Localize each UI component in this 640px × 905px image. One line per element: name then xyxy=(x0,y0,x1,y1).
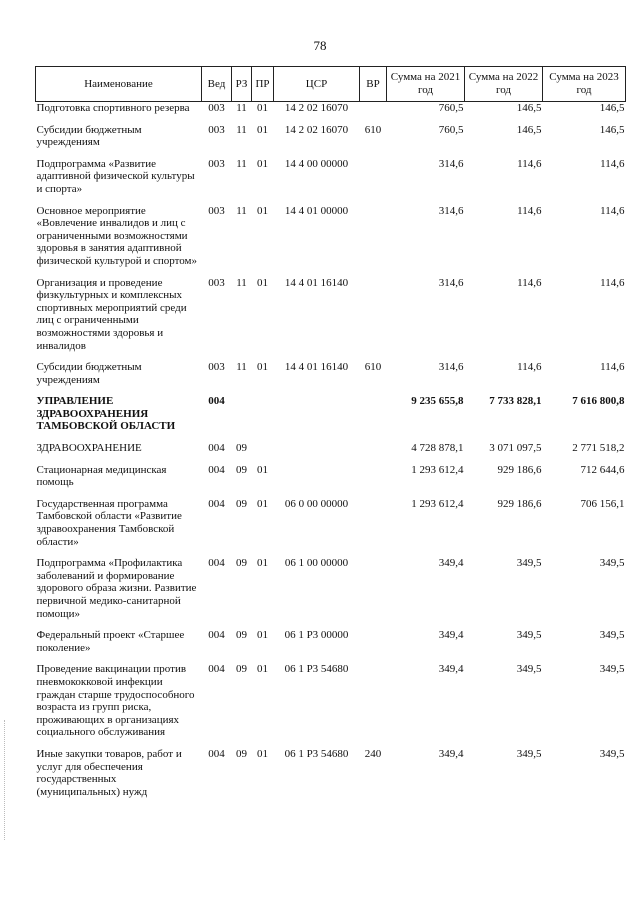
cell-rz: 11 xyxy=(236,123,247,136)
cell-amount-2022: 7 733 828,1 xyxy=(489,395,542,408)
table-row xyxy=(36,277,626,362)
table-row xyxy=(36,158,626,205)
cell-ved: 004 xyxy=(208,463,225,476)
cell-name: Стационарная медицинская помощь xyxy=(36,463,167,489)
cell-csr: 14 4 00 00000 xyxy=(284,157,349,170)
cell-name: Проведение вакцинации против пневмококковой инфекции граждан старше трудоспособного возраста из групп риска, проживающих в организациях социального обслуживания xyxy=(36,663,195,739)
cell-csr: 06 1 P3 54680 xyxy=(284,747,349,760)
cell-rz: 11 xyxy=(236,276,247,289)
cell-pr: 01 xyxy=(257,157,268,170)
cell-pr: 01 xyxy=(257,463,268,476)
cell-pr xyxy=(252,442,274,464)
cell-amount-2021: 314,6 xyxy=(438,204,464,217)
cell-rz: 11 xyxy=(236,204,247,217)
cell-amount-2021: 314,6 xyxy=(438,276,464,289)
cell-amount-2022: 114,6 xyxy=(517,361,542,374)
cell-amount-2021: 314,6 xyxy=(438,157,464,170)
cell-amount-2023: 114,6 xyxy=(600,276,625,289)
cell-vr xyxy=(360,395,387,442)
table-row xyxy=(36,361,626,395)
cell-csr: 06 1 00 00000 xyxy=(284,557,349,570)
cell-ved: 003 xyxy=(208,361,225,374)
cell-ved: 004 xyxy=(208,663,225,676)
cell-pr: 01 xyxy=(257,361,268,374)
cell-name: Основное мероприятие «Вовлечение инвалидов и лиц с ограниченными возможностями здоровья в занятия адаптивной физической культурой и спортом» xyxy=(36,204,198,267)
cell-pr: 01 xyxy=(257,747,268,760)
cell-ved: 003 xyxy=(208,157,225,170)
col-header-csr: ЦСР xyxy=(274,67,360,102)
cell-ved: 003 xyxy=(208,123,225,136)
cell-name: Субсидии бюджетным учреждениям xyxy=(36,361,142,386)
table-row xyxy=(36,498,626,557)
cell-amount-2021: 1 293 612,4 xyxy=(411,497,464,510)
cell-vr xyxy=(360,158,387,205)
cell-vr xyxy=(360,442,387,464)
cell-name: Федеральный проект «Старшее поколение» xyxy=(36,629,185,654)
cell-pr: 01 xyxy=(257,102,268,114)
col-header-vr: ВР xyxy=(360,67,387,102)
cell-name: Подготовка спортивного резерва xyxy=(36,102,190,114)
cell-rz: 11 xyxy=(236,157,247,170)
cell-rz: 11 xyxy=(236,102,247,114)
cell-amount-2022: 349,5 xyxy=(516,629,542,642)
cell-amount-2022: 114,6 xyxy=(517,276,542,289)
cell-name: Государственная программа Тамбовской области «Развитие здравоохранения Тамбовской области» xyxy=(36,497,182,548)
cell-rz: 09 xyxy=(236,463,247,476)
cell-amount-2023: 146,5 xyxy=(599,123,625,136)
cell-rz: 11 xyxy=(236,361,247,374)
table-row xyxy=(36,663,626,748)
cell-rz: 09 xyxy=(236,629,247,642)
cell-ved: 004 xyxy=(208,557,225,570)
cell-vr xyxy=(360,629,387,663)
cell-amount-2023: 349,5 xyxy=(599,557,625,570)
col-header-2022: Сумма на 2022 год xyxy=(465,67,543,102)
cell-pr: 01 xyxy=(257,663,268,676)
col-header-name: Наименование xyxy=(36,67,202,102)
cell-ved: 004 xyxy=(208,395,225,408)
table-row xyxy=(36,557,626,629)
cell-amount-2023: 114,6 xyxy=(600,204,625,217)
cell-csr: 06 1 P3 00000 xyxy=(284,629,349,642)
cell-ved: 003 xyxy=(208,276,225,289)
cell-name: ЗДРАВООХРАНЕНИЕ xyxy=(36,442,142,455)
cell-csr: 14 4 01 16140 xyxy=(284,361,349,374)
cell-name: Подпрограмма «Профилактика заболеваний и формирование здорового образа жизни. Развитие первичной медико-санитарной помощи» xyxy=(36,557,197,620)
cell-pr: 01 xyxy=(257,276,268,289)
cell-pr: 01 xyxy=(257,629,268,642)
cell-amount-2022: 146,5 xyxy=(516,102,542,114)
cell-ved: 004 xyxy=(208,442,225,455)
cell-csr: 06 1 P3 54680 xyxy=(284,663,349,676)
cell-amount-2023: 114,6 xyxy=(600,157,625,170)
cell-amount-2023: 712 644,6 xyxy=(580,463,625,476)
cell-vr xyxy=(360,498,387,557)
table-row xyxy=(36,205,626,277)
cell-name: Субсидии бюджетным учреждениям xyxy=(36,123,142,149)
table-row xyxy=(36,395,626,442)
cell-vr: 610 xyxy=(364,361,382,374)
cell-amount-2021: 349,4 xyxy=(438,747,464,760)
cell-amount-2022: 3 071 097,5 xyxy=(489,442,542,455)
cell-amount-2023: 2 771 518,2 xyxy=(572,442,625,455)
cell-pr: 01 xyxy=(257,557,268,570)
cell-csr xyxy=(274,464,360,498)
cell-rz: 09 xyxy=(236,557,247,570)
table-row xyxy=(36,442,626,464)
cell-amount-2023: 349,5 xyxy=(599,629,625,642)
cell-csr: 06 0 00 00000 xyxy=(284,497,349,510)
cell-amount-2023: 146,5 xyxy=(599,102,625,114)
cell-amount-2022: 114,6 xyxy=(517,204,542,217)
col-header-2023: Сумма на 2023 год xyxy=(543,67,626,102)
cell-amount-2021: 760,5 xyxy=(438,123,464,136)
cell-ved: 004 xyxy=(208,629,225,642)
table-row xyxy=(36,102,626,124)
cell-vr xyxy=(360,205,387,277)
cell-amount-2021: 760,5 xyxy=(438,102,464,114)
cell-amount-2022: 349,5 xyxy=(516,557,542,570)
col-header-2021: Сумма на 2021 год xyxy=(387,67,465,102)
cell-name: Иные закупки товаров, работ и услуг для обеспечения государственных (муниципальных) нужд xyxy=(36,747,182,798)
table-row xyxy=(36,124,626,158)
cell-amount-2021: 4 728 878,1 xyxy=(411,442,464,455)
cell-csr xyxy=(274,395,360,442)
table-row xyxy=(36,464,626,498)
col-header-pr: ПР xyxy=(252,67,274,102)
cell-amount-2023: 7 616 800,8 xyxy=(572,395,625,408)
page-number: 78 xyxy=(313,38,327,53)
cell-csr: 14 2 02 16070 xyxy=(284,102,349,114)
cell-amount-2021: 1 293 612,4 xyxy=(411,463,464,476)
cell-amount-2022: 349,5 xyxy=(516,663,542,676)
table-body xyxy=(36,102,626,808)
cell-rz: 09 xyxy=(236,663,247,676)
cell-vr xyxy=(360,277,387,362)
cell-amount-2023: 114,6 xyxy=(600,361,625,374)
cell-amount-2023: 706 156,1 xyxy=(580,497,625,510)
cell-amount-2021: 349,4 xyxy=(438,663,464,676)
cell-csr: 14 2 02 16070 xyxy=(284,123,349,136)
cell-amount-2021: 9 235 655,8 xyxy=(411,395,464,408)
cell-rz: 09 xyxy=(236,747,247,760)
budget-table xyxy=(35,66,626,807)
cell-pr: 01 xyxy=(257,497,268,510)
cell-amount-2021: 349,4 xyxy=(438,629,464,642)
cell-amount-2023: 349,5 xyxy=(599,747,625,760)
cell-amount-2022: 146,5 xyxy=(516,123,542,136)
cell-ved: 004 xyxy=(208,497,225,510)
cell-name: УПРАВЛЕНИЕ ЗДРАВООХРАНЕНИЯ ТАМБОВСКОЙ ОБЛАСТИ xyxy=(36,395,176,433)
cell-rz: 09 xyxy=(236,442,247,455)
cell-ved: 003 xyxy=(208,102,225,114)
cell-name: Подпрограмма «Развитие адаптивной физической культуры и спорта» xyxy=(36,157,195,195)
cell-csr: 14 4 01 00000 xyxy=(284,204,349,217)
margin-mark xyxy=(4,720,7,840)
cell-csr: 14 4 01 16140 xyxy=(284,276,349,289)
cell-csr xyxy=(274,442,360,464)
table-row xyxy=(36,629,626,663)
cell-amount-2022: 929 186,6 xyxy=(497,463,542,476)
cell-ved: 004 xyxy=(208,747,225,760)
cell-name: Организация и проведение физкультурных и комплексных спортивных мероприятий среди лиц с ограниченными возможностями здоровья и инвалидов xyxy=(36,276,187,352)
cell-vr: 610 xyxy=(364,123,382,136)
table-header xyxy=(36,67,626,102)
cell-vr xyxy=(360,557,387,629)
cell-vr: 240 xyxy=(364,747,382,760)
cell-rz xyxy=(232,395,252,442)
cell-amount-2023: 349,5 xyxy=(599,663,625,676)
cell-amount-2022: 929 186,6 xyxy=(497,497,542,510)
cell-amount-2022: 114,6 xyxy=(517,157,542,170)
cell-vr xyxy=(360,464,387,498)
cell-amount-2021: 314,6 xyxy=(438,361,464,374)
cell-vr xyxy=(360,102,387,124)
cell-pr xyxy=(252,395,274,442)
cell-vr xyxy=(360,663,387,748)
cell-amount-2022: 349,5 xyxy=(516,747,542,760)
cell-amount-2021: 349,4 xyxy=(438,557,464,570)
cell-ved: 003 xyxy=(208,204,225,217)
cell-pr: 01 xyxy=(257,123,268,136)
cell-rz: 09 xyxy=(236,497,247,510)
table-row xyxy=(36,748,626,807)
col-header-ved: Вед xyxy=(202,67,232,102)
col-header-rz: РЗ xyxy=(232,67,252,102)
cell-pr: 01 xyxy=(257,204,268,217)
